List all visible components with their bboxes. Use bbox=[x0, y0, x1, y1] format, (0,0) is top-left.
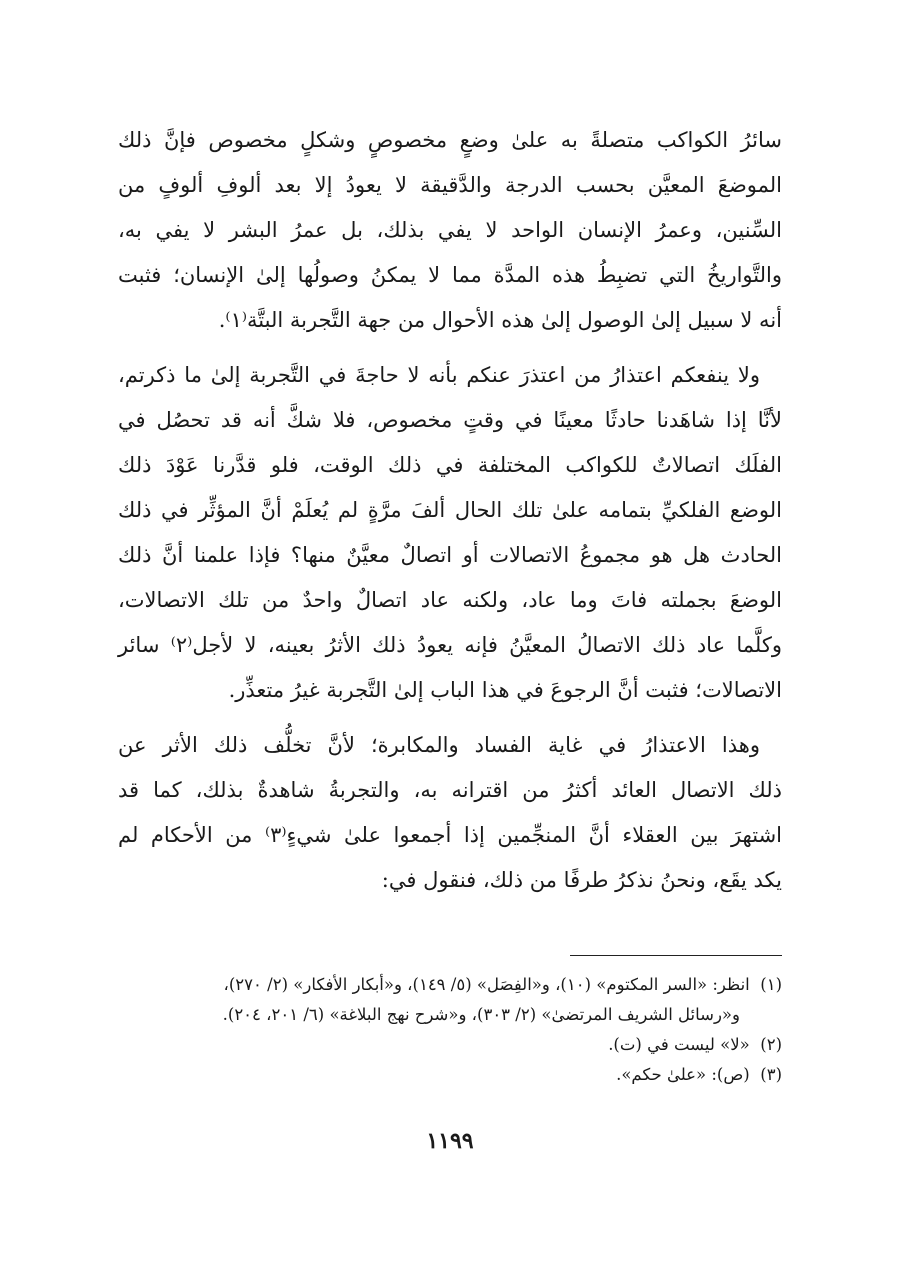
footnote-line bbox=[118, 1030, 782, 1060]
text-line: الوضعَ بجملته فاتَ وما عاد، ولكنه عاد اتصالٌ واحدٌ من تلك الاتصالات، bbox=[118, 588, 782, 612]
footnote-separator bbox=[570, 955, 782, 956]
text-line: سائرُ الكواكب متصلةً به علىٰ وضعٍ مخصوصٍ وشكلٍ مخصوص فإنَّ ذلك bbox=[118, 128, 782, 152]
footnote-number: (٣) bbox=[760, 1065, 782, 1084]
footnote-3 bbox=[118, 1060, 782, 1090]
text-line: وهذا الاعتذارُ في غاية الفساد والمكابرة؛ لأنَّ تخلُّف ذلك الأثر عن bbox=[118, 733, 760, 757]
text-line: اشتهرَ بين العقلاء أنَّ المنجِّمين إذا أجمعوا علىٰ شيءٍ⁽٣⁾ من الأحكام لم bbox=[118, 823, 782, 847]
text-line: يكد يقَع، ونحنُ نذكرُ طرفًا من ذلك، فنقول في: bbox=[381, 868, 782, 892]
text-line: الحادث هل هو مجموعُ الاتصالات أو اتصالٌ معيَّنٌ منها؟ فإذا علمنا أنَّ ذلك bbox=[118, 543, 782, 567]
text-line: الفلَك اتصالاتٌ للكواكب المختلفة في ذلك الوقت، فلو قدَّرنا عَوْدَ ذلك bbox=[118, 453, 782, 477]
footnotes bbox=[118, 970, 782, 1090]
text-line: لأنَّا إذا شاهَدنا حادثًا معينًا في وقتٍ مخصوص، فلا شكَّ أنه قد تحصُل في bbox=[118, 408, 782, 432]
text-line: السِّنين، وعمرُ الإنسان الواحد لا يفي بذلك، بل عمرُ البشر لا يفي به، bbox=[118, 218, 782, 242]
paragraph-3 bbox=[118, 723, 782, 903]
text-line: ذلك الاتصال العائد أكثرُ من اقترانه به، والتجربةُ شاهدةٌ بذلك، كما قد bbox=[118, 778, 782, 802]
main-text bbox=[118, 118, 782, 903]
footnote-line bbox=[118, 970, 782, 1000]
footnote-number: (٢) bbox=[760, 1035, 782, 1054]
footnote-text: (ص): «علىٰ حكم». bbox=[616, 1065, 750, 1084]
footnote-2 bbox=[118, 1030, 782, 1060]
text-line: الاتصالات؛ فثبت أنَّ الرجوعَ في هذا الباب إلىٰ التَّجربة غيرُ متعذِّر. bbox=[228, 678, 782, 702]
footnote-line: و«رسائل الشريف المرتضىٰ» (٢/ ٣٠٣)، و«شرح نهج البلاغة» (٦/ ٢٠١، ٢٠٤). bbox=[222, 1005, 740, 1024]
text-line: وكلَّما عاد ذلك الاتصالُ المعيَّنُ فإنه يعودُ ذلك الأثرُ بعينه، لا لأجل⁽٢⁾ سائر bbox=[118, 633, 782, 657]
paragraph-1 bbox=[118, 118, 782, 343]
text-line: أنه لا سبيل إلىٰ الوصول إلىٰ هذه الأحوال من جهة التَّجربة البتَّة⁽١⁾. bbox=[218, 308, 782, 332]
paragraph-2 bbox=[118, 353, 782, 713]
footnote-line bbox=[118, 1060, 782, 1090]
text-line: الموضعَ المعيَّن بحسب الدرجة والدَّقيقة لا يعودُ إلا بعد ألوفِ ألوفٍ من bbox=[118, 173, 782, 197]
text-line: ولا ينفعكم اعتذارُ من اعتذرَ عنكم بأنه لا حاجةَ في التَّجربة إلىٰ ما ذكرتم، bbox=[118, 363, 760, 387]
footnote-text: «لا» ليست في (ت). bbox=[608, 1035, 750, 1054]
page-number: ١١٩٩ bbox=[426, 1128, 474, 1154]
text-line: الوضع الفلكيِّ بتمامه علىٰ تلك الحال ألفَ مرَّةٍ لم يُعلَمْ أنَّ المؤثِّر في ذلك bbox=[118, 498, 782, 522]
footnote-text: انظر: «السر المكتوم» (١٠)، و«الفِصَل» (٥/ ١٤٩)، و«أبكار الأفكار» (٢/ ٢٧٠)، bbox=[223, 975, 750, 994]
text-line: والتَّواريخُ التي تضبِطُ هذه المدَّة مما لا يمكنُ وصولُها إلىٰ الإنسان؛ فثبت bbox=[118, 263, 782, 287]
footnote-number: (١) bbox=[760, 975, 782, 994]
footnote-1 bbox=[118, 970, 782, 1030]
